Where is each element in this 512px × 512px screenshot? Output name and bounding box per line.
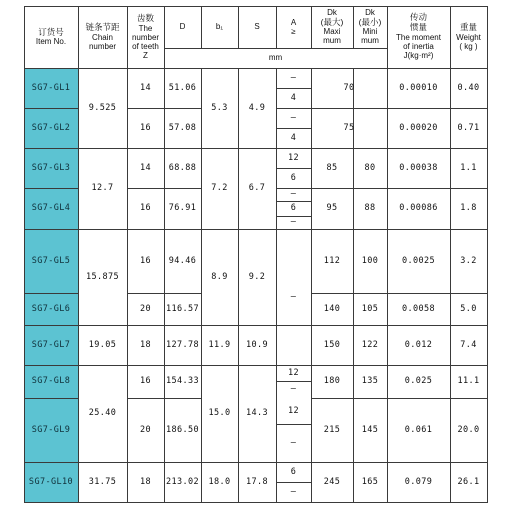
grid-line — [276, 502, 312, 503]
item-number: SG7-GL2 — [31, 122, 71, 133]
teeth-count: 16 — [139, 203, 152, 214]
weight-value: 0.40 — [457, 82, 480, 93]
header-teeth-line: 齿数 — [136, 12, 154, 23]
teeth-count: 20 — [139, 424, 152, 435]
grid-line — [387, 229, 488, 230]
header-teeth — [127, 6, 164, 68]
header-dk-max — [311, 6, 353, 48]
inertia-value: 0.00020 — [399, 122, 438, 133]
dimension-s: 4.9 — [248, 102, 266, 113]
grid-line — [24, 502, 79, 503]
chain-pitch: 31.75 — [88, 476, 117, 487]
grid-line — [387, 293, 488, 294]
header-chain-number-line: 链条节距 — [85, 21, 120, 32]
a-value: – — [290, 437, 297, 448]
item-number: SG7-GL5 — [31, 255, 71, 266]
teeth-count: 18 — [139, 476, 152, 487]
a-value: 12 — [287, 152, 300, 163]
dk-max-value: 180 — [323, 376, 341, 387]
grid-line — [311, 6, 312, 49]
weight-value: 0.71 — [457, 122, 480, 133]
a-value: 12 — [287, 367, 300, 378]
inertia-value: 0.00038 — [399, 162, 438, 173]
header-weight-line: Weight — [456, 32, 481, 42]
diameter-d: 76.91 — [168, 203, 197, 214]
dk-min-value: 88 — [364, 203, 376, 214]
grid-line — [276, 148, 312, 149]
width-b1: 8.9 — [211, 271, 228, 282]
diameter-d: 154.33 — [165, 376, 200, 387]
header-dk-max-line: mum — [323, 36, 341, 46]
dimension-s: 9.2 — [248, 271, 266, 282]
dk-max-value: 150 — [323, 339, 341, 350]
width-b1: 11.9 — [208, 339, 231, 350]
a-value: 6 — [290, 466, 297, 477]
teeth-count: 14 — [139, 82, 152, 93]
header-item-no — [24, 6, 78, 68]
teeth-count: 14 — [139, 162, 152, 173]
weight-value: 26.1 — [457, 476, 480, 487]
grid-line — [127, 325, 202, 326]
header-weight-line: ( kg ) — [459, 41, 478, 51]
chain-pitch: 19.05 — [88, 339, 117, 350]
a-value: – — [290, 72, 297, 83]
chain-pitch: 9.525 — [88, 102, 117, 113]
dk-max-value: 140 — [323, 303, 341, 314]
grid-line — [238, 502, 277, 503]
a-value: 6 — [290, 203, 297, 214]
header-inertia-line: The moment — [396, 32, 441, 42]
weight-value: 7.4 — [460, 339, 477, 350]
grid-line — [24, 229, 79, 230]
width-b1: 5.3 — [211, 102, 228, 113]
header-inertia-line: J(kg·m²) — [403, 51, 434, 61]
header-teeth-line: The — [138, 23, 153, 33]
diameter-d: 68.88 — [168, 162, 197, 173]
item-number: SG7-GL6 — [31, 303, 71, 314]
weight-value: 1.1 — [460, 162, 477, 173]
header-inertia — [387, 6, 450, 68]
grid-line — [201, 6, 202, 49]
diameter-d: 116.57 — [165, 303, 200, 314]
chain-pitch: 25.40 — [88, 408, 117, 419]
a-value: 4 — [290, 132, 297, 143]
header-weight — [450, 6, 487, 68]
chain-pitch: 15.875 — [85, 271, 120, 282]
grid-line — [24, 6, 25, 503]
grid-line — [238, 6, 239, 49]
dk-min-value: 105 — [361, 303, 379, 314]
header-d: D — [179, 22, 186, 32]
dk-max-value: 85 — [326, 162, 338, 173]
grid-line — [127, 108, 202, 109]
grid-line — [24, 6, 488, 7]
header-dk-min-line: mum — [361, 36, 379, 46]
grid-line — [311, 502, 388, 503]
diameter-d: 57.08 — [168, 122, 197, 133]
chain-pitch: 12.7 — [91, 183, 114, 194]
dimension-s: 17.8 — [245, 476, 269, 487]
grid-line — [387, 148, 488, 149]
header-weight-line: 重量 — [459, 21, 477, 32]
grid-line — [387, 398, 488, 399]
weight-value: 20.0 — [457, 424, 480, 435]
dk-min-value: 100 — [361, 255, 379, 266]
header-chain-number — [78, 6, 127, 68]
grid-line — [24, 148, 79, 149]
inertia-value: 0.025 — [404, 376, 433, 387]
diameter-d: 213.02 — [165, 476, 200, 487]
inertia-value: 0.0058 — [401, 303, 436, 314]
item-number: SG7-GL10 — [28, 476, 74, 487]
weight-value: 3.2 — [460, 255, 477, 266]
dk-min-value: 145 — [361, 424, 379, 435]
grid-line — [353, 148, 354, 503]
grid-line — [127, 148, 202, 149]
header-unit-mm: mm — [268, 53, 283, 63]
dk-min-value: 80 — [364, 162, 376, 173]
header-dk-max-line: (最大) — [320, 16, 344, 27]
item-number: SG7-GL4 — [31, 203, 71, 214]
grid-line — [127, 365, 202, 366]
grid-line — [127, 188, 202, 189]
inertia-value: 0.00086 — [399, 203, 438, 214]
grid-line — [353, 6, 354, 49]
a-value: – — [290, 384, 297, 395]
header-teeth-line: of teeth — [132, 41, 159, 51]
inertia-value: 0.012 — [404, 339, 433, 350]
grid-line — [127, 502, 202, 503]
header-a-line: A — [290, 17, 297, 27]
dk-max-value: 70 — [343, 82, 355, 93]
header-b1: b₁ — [215, 22, 224, 32]
weight-value: 1.8 — [460, 203, 477, 214]
dimension-s: 10.9 — [245, 339, 269, 350]
dk-min-value: 165 — [361, 476, 379, 487]
grid-line — [127, 398, 202, 399]
item-number: SG7-GL9 — [31, 424, 71, 435]
a-value: – — [290, 112, 297, 123]
grid-line — [24, 188, 79, 189]
diameter-d: 127.78 — [165, 339, 200, 350]
grid-line — [387, 108, 488, 109]
dk-max-value: 112 — [323, 255, 341, 266]
header-item-no-line: Item No. — [35, 37, 67, 47]
item-number: SG7-GL8 — [31, 376, 71, 387]
dk-max-value: 95 — [326, 203, 338, 214]
grid-line — [487, 6, 488, 503]
dk-max-value: 245 — [323, 476, 341, 487]
teeth-count: 18 — [139, 339, 152, 350]
header-dk-min-line: Mini — [362, 27, 378, 37]
weight-value: 5.0 — [460, 303, 477, 314]
a-value: 6 — [290, 172, 297, 183]
grid-line — [127, 293, 202, 294]
header-dk-min — [353, 6, 387, 48]
width-b1: 7.2 — [211, 183, 228, 194]
dimension-s: 6.7 — [248, 183, 266, 194]
grid-line — [78, 502, 128, 503]
teeth-count: 16 — [139, 122, 152, 133]
grid-line — [387, 325, 488, 326]
header-dk-max-line: Maxi — [323, 27, 341, 37]
dk-max-value: 215 — [323, 424, 341, 435]
header-s: S — [254, 22, 260, 32]
header-inertia-line: 传动 — [409, 12, 427, 23]
header-teeth-line: number — [131, 32, 160, 42]
grid-line — [201, 502, 239, 503]
header-dk-min-line: (最小) — [358, 16, 382, 27]
a-value: 4 — [290, 92, 297, 103]
grid-line — [387, 462, 488, 463]
dimension-s: 14.3 — [245, 408, 269, 419]
grid-line — [127, 229, 202, 230]
item-number: SG7-GL7 — [31, 339, 71, 350]
grid-line — [276, 108, 312, 109]
header-dk-max-line: Dk — [327, 8, 337, 18]
dk-min-value: 135 — [361, 376, 379, 387]
grid-line — [387, 365, 488, 366]
grid-line — [276, 188, 312, 189]
width-b1: 15.0 — [208, 408, 231, 419]
grid-line — [387, 502, 488, 503]
header-chain-number-line: Chain — [92, 32, 113, 42]
grid-line — [24, 365, 79, 366]
inertia-value: 0.079 — [404, 476, 433, 487]
grid-line — [276, 6, 277, 49]
item-number: SG7-GL1 — [31, 82, 71, 93]
header-chain-number-line: number — [88, 41, 117, 51]
teeth-count: 20 — [139, 303, 152, 314]
diameter-d: 94.46 — [168, 255, 197, 266]
a-value: 12 — [287, 405, 300, 416]
item-number: SG7-GL3 — [31, 162, 71, 173]
inertia-value: 0.00010 — [399, 82, 438, 93]
teeth-count: 16 — [139, 255, 152, 266]
a-value: – — [290, 486, 297, 497]
inertia-value: 0.061 — [404, 424, 433, 435]
grid-line — [24, 293, 79, 294]
header-inertia-line: of inertia — [403, 42, 434, 52]
header-a-line: ≥ — [291, 27, 296, 36]
grid-line — [24, 108, 79, 109]
a-value: – — [290, 189, 297, 200]
header-item-no-line: 订货号 — [38, 26, 64, 37]
weight-value: 11.1 — [457, 376, 480, 387]
dk-min-value: 122 — [361, 339, 379, 350]
grid-line — [127, 462, 202, 463]
header-teeth-line: Z — [143, 51, 148, 61]
grid-line — [24, 462, 79, 463]
teeth-count: 16 — [139, 376, 152, 387]
a-value: – — [290, 217, 297, 228]
grid-line — [24, 398, 79, 399]
header-a — [276, 6, 311, 48]
grid-line — [387, 188, 488, 189]
header-dk-min-line: Dk — [365, 8, 375, 18]
a-value: – — [290, 291, 297, 302]
width-b1: 18.0 — [208, 476, 231, 487]
inertia-value: 0.0025 — [401, 255, 436, 266]
diameter-d: 186.50 — [165, 424, 200, 435]
dk-max-value: 75 — [343, 122, 355, 133]
diameter-d: 51.06 — [168, 82, 197, 93]
grid-line — [24, 325, 79, 326]
header-inertia-line: 惯量 — [409, 22, 427, 33]
